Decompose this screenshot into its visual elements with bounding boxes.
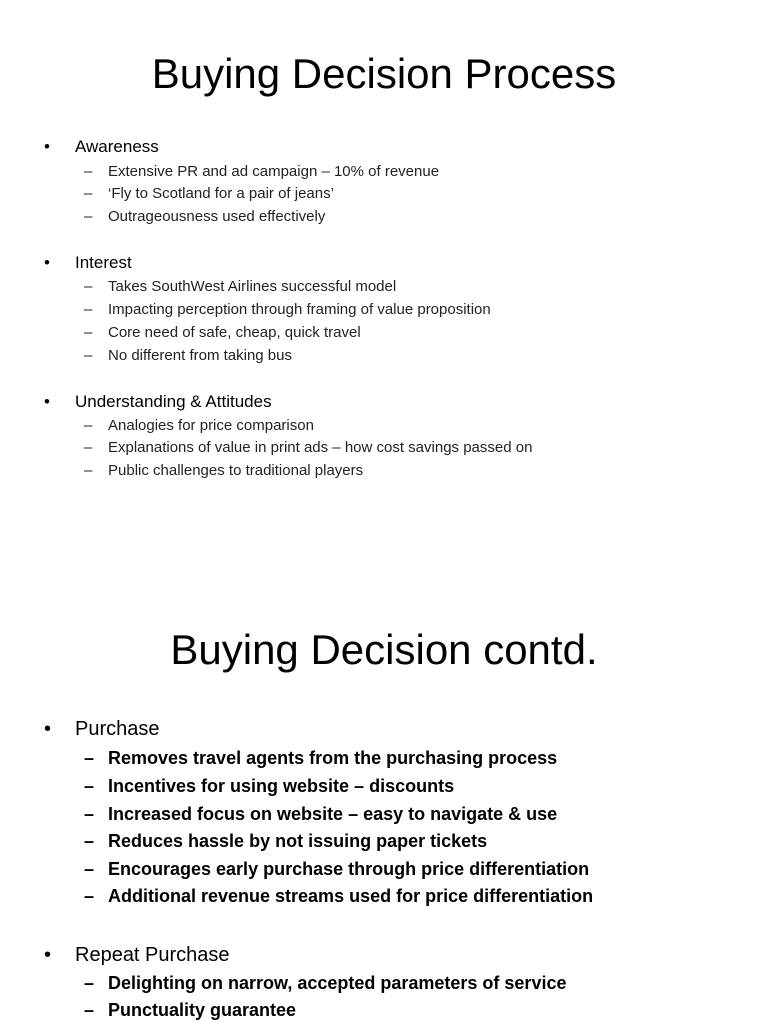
bullet-label: Awareness [75,137,159,156]
sub-item-text: Explanations of value in print ads – how cost savings passed on [108,439,533,456]
dash-marker: – [84,163,93,180]
bullet-label: Understanding & Attitudes [75,392,272,411]
bullet-marker: • [44,253,50,272]
dash-marker: – [84,324,93,341]
sub-item-text: ‘Fly to Scotland for a pair of jeans’ [108,185,334,202]
dash-marker: – [84,439,93,456]
sub-item-text: Encourages early purchase through price differentiation [108,859,590,879]
dash-marker: – [84,1000,95,1020]
sub-item-text: Public challenges to traditional players [108,462,364,479]
bullet-label: Repeat Purchase [75,944,230,966]
dash-marker: – [84,185,93,202]
sub-item-text: Reduces hassle by not issuing paper tickets [108,831,488,851]
dash-marker: – [84,831,95,851]
dash-marker: – [84,859,95,879]
dash-marker: – [84,417,93,434]
dash-marker: – [84,462,93,479]
dash-marker: – [84,886,95,906]
slide-buying-decision-contd [0,580,768,1024]
dash-marker: – [84,208,93,225]
sub-item-text: Impacting perception through framing of value proposition [108,301,491,318]
sub-item-text: No different from taking bus [108,347,292,364]
sub-item-text: Analogies for price comparison [108,417,314,434]
sub-item-text: Delighting on narrow, accepted parameters of service [108,973,567,993]
dash-marker: – [84,347,93,364]
sub-item-text: Core need of safe, cheap, quick travel [108,324,361,341]
slide-title: Buying Decision contd. [170,626,598,673]
slide-title: Buying Decision Process [151,50,617,97]
sub-item-text: Incentives for using website – discounts [108,776,455,796]
dash-marker: – [84,804,95,824]
dash-marker: – [84,748,95,768]
dash-marker: – [84,301,93,318]
dash-marker: – [84,973,95,993]
sub-item-text: Additional revenue streams used for price differentiation [108,886,594,906]
sub-item-text: Punctuality guarantee [108,1000,297,1020]
sub-item-text: Extensive PR and ad campaign – 10% of revenue [108,163,440,180]
bullet-marker: • [44,718,52,740]
bullet-label: Interest [75,253,132,272]
sub-item-text: Takes SouthWest Airlines successful model [108,278,397,295]
bullet-label: Purchase [75,718,160,740]
bullet-marker: • [44,392,50,411]
dash-marker: – [84,278,93,295]
sub-item-text: Increased focus on website – easy to navigate & use [108,804,558,824]
sub-item-text: Outrageousness used effectively [108,208,326,225]
bullet-marker: • [44,944,52,966]
dash-marker: – [84,776,95,796]
sub-item-text: Removes travel agents from the purchasing process [108,748,558,768]
bullet-marker: • [44,137,50,156]
